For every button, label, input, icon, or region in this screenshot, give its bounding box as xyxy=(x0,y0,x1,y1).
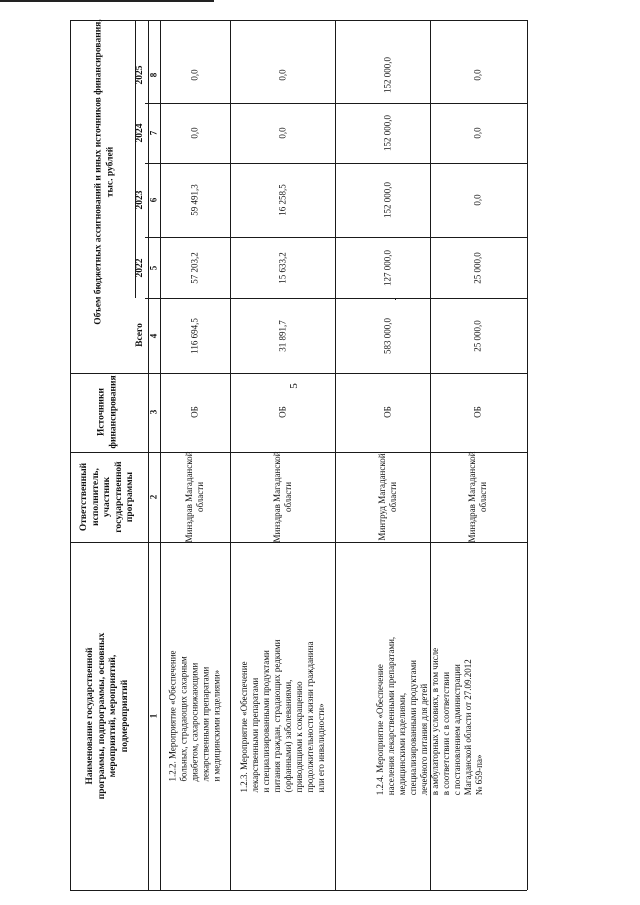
row-4-value-3: 0,0 xyxy=(472,194,483,206)
row-3-value-2: 127 000,0 xyxy=(382,249,393,286)
column-number-6: 6 xyxy=(148,197,159,203)
row-2-value-3: 16 258,5 xyxy=(277,184,288,216)
row-4-value-1: 25 000,0 xyxy=(472,319,483,352)
scan-artifact-line xyxy=(0,0,214,2)
row-1-value-1: 116 694,5 xyxy=(189,317,200,354)
row-separator xyxy=(335,20,336,890)
row-4-value-5: 0,0 xyxy=(472,68,483,81)
column-number-5: 5 xyxy=(148,265,159,270)
row-4-value-4: 0,0 xyxy=(472,127,483,139)
row-1-value-3: 59 491,3 xyxy=(189,184,200,216)
column-separator xyxy=(145,298,527,299)
column-separator xyxy=(70,542,527,543)
row-4-value-2: 25 000,0 xyxy=(472,251,483,284)
row-2-value-1: 31 891,7 xyxy=(277,319,288,352)
row-1-value-5: 0,0 xyxy=(189,68,200,81)
row-3-executor: Минтруд Магаданской области xyxy=(377,453,398,541)
row-2-name: 1.2.3. Мероприятие «Обеспечение лекарственными препаратами и специализированными продуктами питания граждан, страдающих редкими (орфанными) заболеваниями, приводящими к сокращению продолжительности жизни гражданина или его инвалидности» xyxy=(239,639,326,793)
row-1-executor: Минздрав Магаданской области xyxy=(184,451,205,543)
column-separator xyxy=(145,103,527,104)
column-number-4: 4 xyxy=(148,333,159,338)
number-row-line xyxy=(160,20,161,890)
row-4-source: ОБ xyxy=(472,406,483,418)
row-1-name: 1.2.2. Мероприятие «Обеспечение больных, страдающих сахарным диабетом, сахароснижающими лекарственными препаратами и медицинскими изделиями» xyxy=(167,650,222,782)
row-1-value-2: 57 203,2 xyxy=(189,251,200,284)
row-3-value-1: 583 000,0 xyxy=(382,317,393,354)
row-1-source: ОБ xyxy=(189,406,200,418)
header-year-2023: 2023 xyxy=(135,190,146,210)
header-year-2024: 2024 xyxy=(135,123,146,143)
row-2-executor: Минздрав Магаданской области xyxy=(272,451,293,543)
column-number-1: 1 xyxy=(148,713,159,719)
header-bottom-line xyxy=(148,20,149,890)
column-separator xyxy=(70,373,527,374)
column-separator xyxy=(70,452,527,453)
row-3-value-5: 152 000,0 xyxy=(382,56,393,93)
table-border-right xyxy=(527,20,528,890)
column-number-3: 3 xyxy=(148,409,159,415)
row-2-source: ОБ xyxy=(277,406,288,418)
row-1-value-4: 0,0 xyxy=(189,127,200,139)
column-separator xyxy=(145,237,527,238)
page-number: 5 xyxy=(287,383,300,389)
column-separator xyxy=(145,163,527,164)
column-separator xyxy=(395,299,396,300)
header-funding-source: Источники финансирования xyxy=(96,375,118,449)
column-number-2: 2 xyxy=(148,494,159,500)
row-2-value-5: 0,0 xyxy=(277,68,288,81)
table-border-left xyxy=(70,20,71,890)
row-4-executor: Минздрав Магаданской области xyxy=(467,451,488,543)
header-year-2025: 2025 xyxy=(135,65,146,84)
row-3-value-3: 152 000,0 xyxy=(382,182,393,218)
column-number-8: 8 xyxy=(148,72,159,77)
row-3-name: 1.2.4. Мероприятие «Обеспечение населения лекарственными препаратами, медицинскими изделиями, специализированными продуктами лечебного питания для детей в амбулаторных условиях, в том числе в соответствии с в соответствии с постановлением администрации Магаданской области от 27.09.2012 № 659-па» xyxy=(375,636,484,796)
header-funding-volume: Объем бюджетных ассигнований и иных источников финансирования, тыс. рублей xyxy=(93,19,115,325)
row-3-value-4: 152 000,0 xyxy=(382,115,393,151)
row-2-value-2: 15 633,2 xyxy=(277,251,288,284)
header-program-name: Наименование государственной программы, подпрограммы, основных мероприятий, мероприятий, подмероприятий xyxy=(84,632,130,800)
row-separator xyxy=(230,20,231,890)
year-header-line xyxy=(135,20,136,298)
column-number-7: 7 xyxy=(148,130,159,136)
row-2-value-4: 0,0 xyxy=(277,127,288,139)
table-border-bottom xyxy=(70,890,527,891)
header-year-2022: 2022 xyxy=(135,258,146,277)
header-total: Всего xyxy=(135,323,146,347)
subrow-separator-values xyxy=(430,20,431,542)
header-executor: Ответственный исполнитель, участник государственной программы xyxy=(79,461,136,533)
table-border-top xyxy=(70,20,527,21)
row-3-source: ОБ xyxy=(382,406,393,418)
